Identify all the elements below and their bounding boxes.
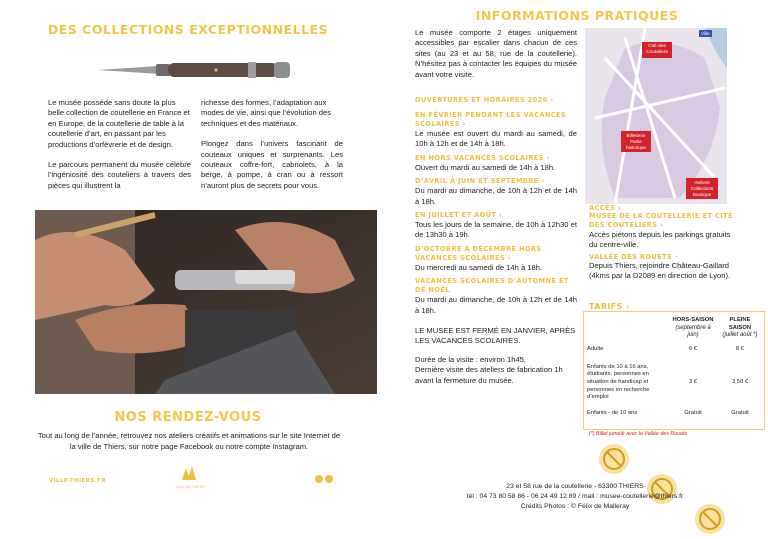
hours-heading: OUVERTURES ET HORAIRES 2026 › [415,96,554,104]
thiers-logo [175,466,205,489]
period-text: Du mercredi au samedi de 14h à 18h. [415,262,543,272]
tarifs-header-row [586,316,762,341]
access-heading: ACCÈS › [589,204,621,212]
rendez-vous-text: Tout au long de l’année, retrouvez nos ateliers créatifs et animations sur le site Internet de la ville de Thiers, sur notre page Facebook ou notre compte Instagram. [37,431,341,451]
period-4 [415,211,577,241]
period-3 [415,177,577,207]
instagram-icon[interactable] [325,475,333,483]
access-sub-museum: MUSÉE DE LA COUTELLERIE ET CITÉ DES COUTELIERS › [589,212,733,229]
row-label: Enfants - de 10 ans [587,409,638,416]
row-full: 8 € [735,345,745,352]
visit-duration: Durée de la visite : environ 1h45. Dernière visite des ateliers de fabrication 1h avant la fermeture du musée. [415,354,563,385]
rendez-vous-title: NOS RENDEZ-VOUS [114,410,262,425]
table-row [586,407,762,421]
no-food-icon-svg [599,444,629,474]
row-full: Gratuit [731,409,749,416]
row-label: Adulte [587,345,604,352]
tarifs-table [586,316,762,421]
period-5 [415,245,577,273]
period-text: Le musée est ouvert du mardi au samedi, de 10h à 12h et de 14h à 18h. [415,129,577,149]
no-food-icon [599,444,629,474]
period-head: D’AVRIL À JUIN ET SEPTEMBRE › [415,177,545,186]
access-sub-rouets: VALLÉE DES ROUETS › [589,252,678,261]
col-pleine-saison: PLEINE SAISON [728,317,752,331]
tarifs-note: (*) Billet jumelé avec la Vallée des Rouets [589,431,688,437]
opening-periods [415,111,577,386]
col-hors-saison-note: (septembre à juin) [675,324,711,339]
access-text-rouets: Depuis Thiers, rejoindre Château-Gaillard (4kms par la D2089 en direction de Lyon). [589,260,731,281]
period-text: Tous les jours de la semaine, de 10h à 12h30 et de 13h30 à 19h. [415,220,577,240]
period-head: EN JUILLET ET AOÛT › [415,211,503,220]
table-row [586,359,762,407]
closed-notice: LE MUSEE EST FERMÉ EN JANVIER, APRÈS LES VACANCES SCOLAIRES. [415,326,576,346]
period-2 [415,154,577,173]
period-text: Du mardi au dimanche, de 10h à 12h et de 14h à 18h. [415,295,577,315]
site-link[interactable]: VILLE-THIERS.FR [49,478,106,484]
map-label-billetterie: Billetterie Partie historique [621,131,651,152]
cutler-photo [35,210,377,394]
row-off: 6 € [688,345,698,352]
map-label-ville: Ville [701,31,710,36]
map-label-cite: Cité des Couteliers [642,42,672,58]
tarifs-heading: TARIFS › [589,302,630,311]
knife-image [98,55,298,85]
collections-text-col2: richesse des formes, l’adaptation aux modes de vie, ainsi que l’évolution des techniques et des matériaux. Plongez dans l’univers fascinant de couteaux uniques et surprenants. Les couteaux coffre-fort, cabriolets, à la berge, à pompe, à cran ou à ressort n’auront plus de secrets pour vous. [201,98,343,190]
period-text: Du mardi au dimanche, de 10h à 12h et de 14h à 18h. [415,186,577,206]
access-text-museum: Accès piétons depuis les parkings gratuits du centre-ville. [589,230,731,250]
row-off: 3 € [688,378,698,385]
row-full: 3,50 € [731,378,749,385]
period-text: Ouvert du mardi au samedi de 14h à 18h. [415,162,556,172]
period-head: D’OCTOBRE À DÉCEMBRE HORS VACANCES SCOLAIRES › [415,244,542,262]
infos-title: INFORMATIONS PRATIQUES [475,8,679,23]
access-section [589,204,739,282]
tarifs-box [583,311,765,430]
thiers-logo-icon [180,466,200,480]
map-label-ateliers: Ateliers Collections Boutique [686,178,718,199]
period-1 [415,111,577,150]
col-hors-saison: HORS-SAISON [672,317,714,323]
contact-block [430,482,720,512]
period-head: VACANCES SCOLAIRES D’AUTOMNE ET DE NOËL [415,277,569,295]
period-head: EN FÉVRIER PENDANT LES VACANCES SCOLAIRES › [415,111,567,128]
col-pleine-saison-note: (juillet août *) [722,332,758,339]
contact-line[interactable]: tél : 04 73 80 58 86 - 06 24 49 12 89 / mail : musee-coutellerie@thiers.fr [466,493,684,500]
intro-text: Le musée comporte 2 étages uniquement accessibles par escalier dans chacun de ces sites (au 23 et au 58, rue de la coutellerie). N’hésitez pas à contacter les équipes du musée avant votre visite. [415,28,577,79]
collections-title: DES COLLECTIONS EXCEPTIONNELLES [47,22,329,37]
period-head: EN HORS VACANCES SCOLAIRES › [415,153,550,162]
collections-text-col1: Le musée possède sans doute la plus belle collection de coutellerie en France et en Europe, de la coutellerie de table à la coutellerie d’art, en passant par les productions d’orfèvrerie et de design. Le parcours permanent du musée célèbre l’ingéniosité des couteliers à travers des pièces qui illustrent la [48,98,191,190]
row-label: Enfants de 10 à 16 ans, étudiants, personnes en situation de handicap et personnes en recherche d’emploi [587,363,650,401]
thiers-logo-text: VILLE DE THIERS [175,485,205,489]
period-6 [415,277,577,316]
facebook-icon[interactable] [315,475,323,483]
table-row [586,341,762,359]
photo-credits: Crédits Photos : © Félix de Malleray [520,503,630,510]
address: 23 et 58 rue de la coutellerie - 63300 THIERS [506,483,644,490]
town-map [585,28,727,204]
row-off: Gratuit [684,409,702,416]
